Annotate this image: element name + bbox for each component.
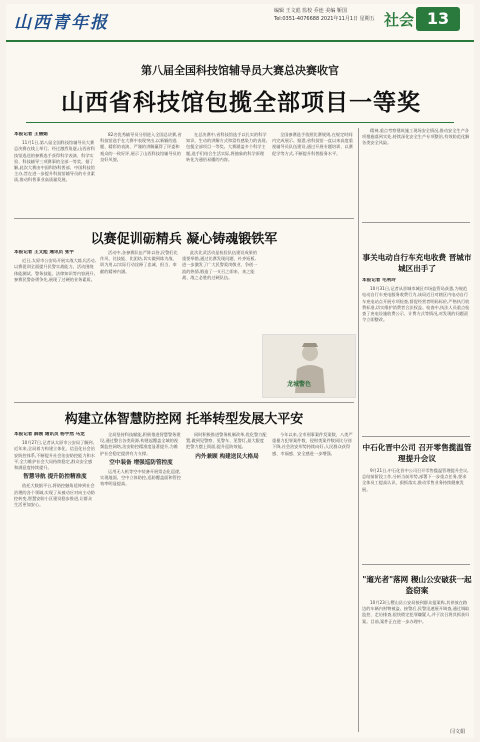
lead-column-1 <box>14 132 96 216</box>
story3-subhead: 内外兼顾 构建送民大格局 <box>195 453 259 460</box>
lead-text: 11月1日,第八届全国科技馆辅导员大赛总决赛在线上举行。经过激烈角逐,山西省科技馆选送的参赛选手获得科学表演、科学实验、科技辅导三项赛事的全部一等奖。据了解,此次大赛由中国科协科普部、中国科技馆主办,旨在进一步提升科技馆辅导员的专业素质,推动科普事业高质量发展。 <box>14 140 95 183</box>
side1-byline: 本报记者 毛利玲 <box>362 278 396 283</box>
story2-column-3 <box>182 250 258 374</box>
story2-byline: 本报记者 王文彪 通讯员 张宇 <box>14 250 74 255</box>
story3-text: 全局坚持科技赋能,积极推进智慧警务建设,通过整合各类资源,构建起覆盖全域的视频监控网络,治安防控精准度显著提升,为维护社会稳定提供有力支撑。 <box>100 432 181 456</box>
story3-column-1 <box>14 432 96 732</box>
story2-column-1 <box>14 250 96 374</box>
lead-text: 82名优秀辅导员分别进入全国总决赛,省科技馆选手在大赛中表现突出,以新颖的选题、精彩的表演、严谨的讲解赢得了评委和观众的一致好评,展示了山西科技馆辅导员的良好风貌。 <box>100 132 182 162</box>
story2-text: 近日,太原市公安局开展实战大练兵活动,以赛促训全面提升民警实战能力。活动围绕体能测试、警务技能、法律知识等内容展开,参赛民警奋勇争先,展现了过硬的业务素质。 <box>14 258 96 282</box>
story3-text: 今年以来,全市刑事案件发案数、八类严重暴力犯罪案件数、侵财类案件数同比分别下降,社会治安形势持续向好,人民群众获得感、幸福感、安全感进一步增强。 <box>272 432 353 456</box>
author-stamp: 闫文娟 <box>450 729 466 735</box>
story3-column-2 <box>100 432 182 732</box>
side1-body <box>362 278 470 426</box>
column-divider <box>358 128 359 732</box>
story3-headline: 构建立体智慧防控网 托举转型发展大平安 <box>64 412 304 427</box>
newspaper-logo <box>14 8 124 32</box>
lead-column-3 <box>186 132 268 216</box>
contact-date-line: Tel:0351-4076688 2021年11月1日 星期五 <box>274 16 375 22</box>
story3-text: 同时积极推进警务机制改革,优化警力配置,做到见警察、见警车、见警灯,最大限度把警力摆上街面,提升巡防效能。 <box>186 432 267 450</box>
illustration-label: 龙城警色 <box>287 381 312 388</box>
story3-column-3 <box>186 432 268 732</box>
masthead-info <box>274 7 378 23</box>
lead-text: 在总决赛中,省科技馆选手以扎实的科学知识、生动的讲解方式和富有感染力的表现,包揽全部项目一等奖。大赛涵盖多个科学主题,选手们结合生活实际,将抽象的科学原理转化为通俗易懂的内容。 <box>186 132 267 162</box>
story3-column-4 <box>272 432 354 732</box>
divider <box>14 402 354 403</box>
police-illustration <box>262 334 356 398</box>
story2-text: 活动中,各参赛队伍严阵以待,民警们比作风、比技能、比团结,切实做到练为战、训为用,以实际行动诠释了忠诚、担当、奉献的精神内涵。 <box>100 250 178 274</box>
divider <box>362 222 470 223</box>
side2-text: 9月21日,中石化晋中公司召开零售揽温管理提升会议,总结前阶段工作,分析当前形势,部署下一步重点任务,要求全体员工提高认识、狠抓落实,推动零售业务持续健康发展。 <box>362 468 469 492</box>
side1-column <box>362 128 470 216</box>
logo-text: 山西青年报 <box>14 13 109 33</box>
editor-line: 编辑 王文彪 监校 乔连 美编 靳国 <box>274 8 347 14</box>
lead-column-4 <box>272 132 354 216</box>
story2-column-2 <box>100 250 178 374</box>
side1-headline: 事关电动自行车充电收费 晋城市城区出手了 <box>362 253 472 273</box>
side2-headline: 中石化晋中公司 召开零售揽温管理提升会议 <box>362 443 472 463</box>
lead-column-2 <box>100 132 182 216</box>
story3-text: 依托大数据平台,将防控触角延伸到社会治理的各个领域,实现了从被动应对向主动防控转变,智慧安防小区建设稳步推进,让群众生活更加安心。 <box>14 483 95 508</box>
side1-text: 精神,重点考察建筑施工现场安全情况,推动安全生产各项措施落到实处,持续深化安全生产专项整治,有效防范化解各类安全风险。 <box>362 128 470 146</box>
side3-headline: "遛光者"落网 稷山公安破获一起盗窃案 <box>362 575 472 595</box>
lead-byline: 本报记者 王丽娟 <box>14 132 48 137</box>
story3-text: 10月27日,记者从太原市公安局了解到,近年来,全局着力构建立体化、信息化社会治安防控体系,不断提升社会治安防控能力和水平,全力维护社会大局持续稳定,群众安全感和满意度持续提升。 <box>14 440 95 471</box>
lead-headline: 山西省科技馆包揽全部项目一等奖 <box>61 90 421 116</box>
side2-body <box>362 468 470 548</box>
story3-byline: 本报记者 薛刚 通讯员 杨宇然 马龙 <box>14 432 85 437</box>
lead-kicker: 第八届全国科技馆辅导员大赛总决赛收官 <box>141 64 339 77</box>
story3-subhead: 智慧导航 提升防控精准度 <box>23 474 87 481</box>
side1-text: 10月31日,记者从晋城市城区市场监管局获悉,为规范电动自行车充电服务收费行为,该局近日对辖区内电动自行车充电站点开展专项检查,督促经营者明码标价,严格执行收费标准,切实维护消费者合法权益。检查中,执法人员重点检查了充电设施收费公示、计费方式等情况,对发现的问题责令立即整改。 <box>362 286 470 323</box>
side3-text: 10月23日,稷山县公安局接到群众报案称,其停放在路边的车辆内财物被盗。接警后,民警迅速展开调查,通过调取监控、走访排查,很快锁定犯罪嫌疑人,并于次日将其抓获归案。目前,案件正在进一步办理中。 <box>362 600 470 624</box>
section-name: 社会 <box>384 11 415 29</box>
divider <box>362 436 470 437</box>
side3-body <box>362 600 470 726</box>
story3-text: 运用无人机等空中装备开展常态化巡逻,实现地面、空中立体防控,巡防覆盖面和管控效率明显提高。 <box>100 469 181 487</box>
story2-text: 此次比武活动是检验队伍建设成果的重要举措,通过比赛发现问题、补齐短板,进一步激发了广大民警爱岗敬业、争创一流的热情,锻造了一支召之即来、来之能战、战之必胜的过硬队伍。 <box>182 250 258 280</box>
police-silhouette-icon <box>263 335 357 399</box>
masthead <box>6 4 474 42</box>
divider <box>26 122 454 123</box>
story2-headline: 以赛促训砺精兵 凝心铸魂锻铁军 <box>90 232 278 247</box>
page-number: 13 <box>416 7 460 31</box>
divider <box>14 218 354 219</box>
divider <box>362 564 470 565</box>
newspaper-page <box>6 4 474 738</box>
lead-text: 全国参赛选手依照比赛规则,在规定时间内完成展示。据悉,省科技馆一直以来高度重视辅导员队伍建设,通过开展专题培训、以赛促学等方式,不断提升科普服务水平。 <box>272 132 353 156</box>
story3-subhead: 空中装备 增强巡防管控度 <box>109 459 173 466</box>
